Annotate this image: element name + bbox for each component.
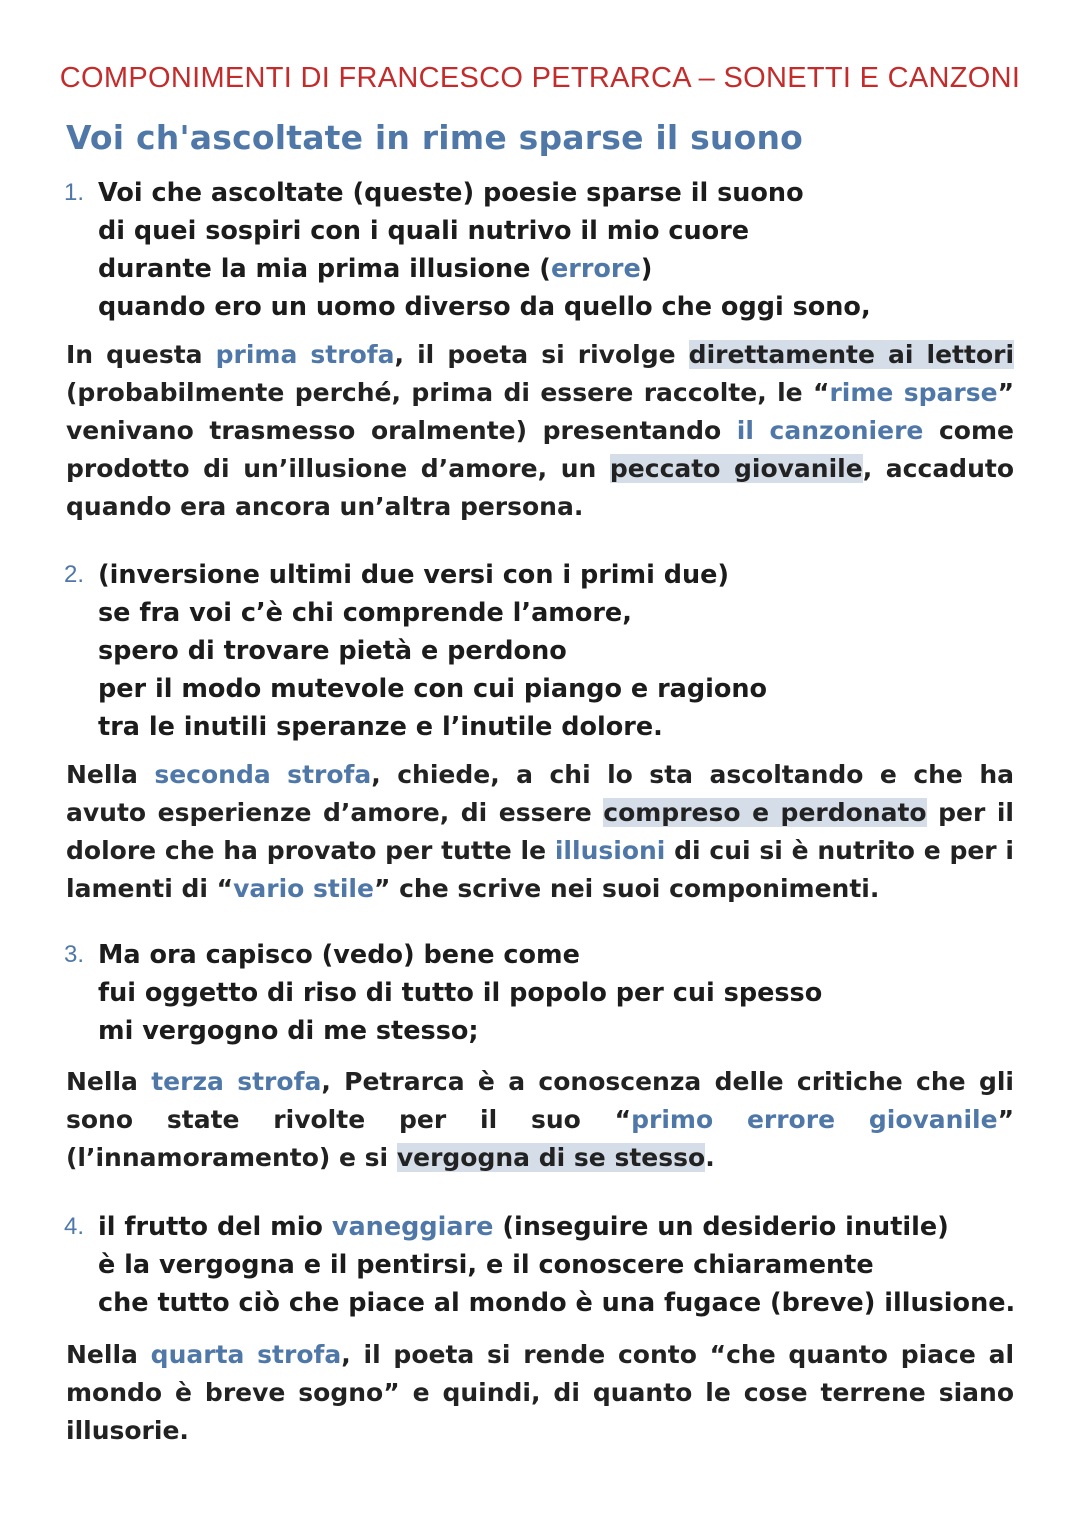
verse-line: di quei sospiri con i quali nutrivo il mio cuore (98, 216, 750, 246)
stanza-number: 3. (64, 941, 85, 968)
keyword: vaneggiare (331, 1212, 494, 1242)
stanza-number: 4. (64, 1213, 85, 1240)
commentary-2: Nella seconda strofa, chiede, a chi lo sta ascoltando e che ha avuto esperienze d’amore, di essere compreso e perdonato per il dolore che ha provato per tutte le illusioni di cui si è nutrito e per i lamenti di “vario stile” che scrive nei suoi componimenti. (66, 760, 1015, 903)
highlight: compreso e perdonato (603, 798, 927, 827)
poem-title: Voi ch'ascoltate in rime sparse il suono (66, 118, 804, 157)
commentary-4: Nella quarta strofa, il poeta si rende conto “che quanto piace al mondo è breve sogno” e quindi, di quanto le cose terrene siano illusorie. (66, 1340, 1015, 1445)
verse-line: se fra voi c’è chi comprende l’amore, (98, 598, 632, 628)
verse-line: il frutto del mio vaneggiare (inseguire un desiderio inutile) (98, 1212, 949, 1242)
commentary-1: In questa prima strofa, il poeta si rivolge direttamente ai lettori (probabilmente perché, prima di essere raccolte, le “rime sparse” venivano trasmesso oralmente) presentando il canzoniere come prodotto di un’illusione d’amore, un peccato giovanile, accaduto quando era ancora un’altra persona. (66, 340, 1015, 521)
verse-line: (inversione ultimi due versi con i primi due) (98, 560, 730, 590)
keyword: terza strofa (151, 1067, 322, 1096)
highlight: peccato giovanile (609, 454, 863, 483)
keyword: errore (550, 254, 641, 284)
verse-line: spero di trovare pietà e perdono (98, 636, 567, 666)
verse-line: Ma ora capisco (vedo) bene come (98, 940, 580, 970)
verse-line: fui oggetto di riso di tutto il popolo per cui spesso (98, 978, 823, 1008)
keyword: seconda strofa (154, 760, 372, 789)
verse-line: mi vergogno di me stesso; (98, 1016, 479, 1046)
highlight: direttamente ai lettori (688, 340, 1015, 369)
stanza-number: 2. (64, 561, 85, 588)
keyword: primo errore giovanile (631, 1105, 998, 1134)
verse-line: quando ero un uomo diverso da quello che oggi sono, (98, 292, 871, 322)
verse-line: che tutto ciò che piace al mondo è una fugace (breve) illusione. (98, 1288, 1016, 1318)
verse-line: tra le inutili speranze e l’inutile dolore. (98, 712, 663, 742)
keyword: il canzoniere (736, 416, 924, 445)
page-header: COMPONIMENTI DI FRANCESCO PETRARCA – SONETTI E CANZONI (59, 62, 1021, 94)
keyword: quarta strofa (150, 1340, 342, 1369)
commentary-3: Nella terza strofa, Petrarca è a conoscenza delle critiche che gli sono state rivolte per il suo “primo errore giovanile” (l’innamoramento) e si vergogna di se stesso. (66, 1067, 1014, 1172)
highlight: vergogna di se stesso (396, 1143, 706, 1172)
keyword: vario stile (233, 874, 374, 903)
verse-line: per il modo mutevole con cui piango e ragiono (98, 674, 768, 704)
verse-line: è la vergogna e il pentirsi, e il conoscere chiaramente (98, 1250, 874, 1280)
keyword: rime sparse (829, 378, 998, 407)
keyword: illusioni (554, 836, 666, 865)
verse-line: Voi che ascoltate (queste) poesie sparse il suono (98, 178, 804, 208)
keyword: prima strofa (215, 340, 395, 369)
verse-line: durante la mia prima illusione (errore) (98, 254, 653, 284)
stanza-number: 1. (64, 179, 85, 206)
